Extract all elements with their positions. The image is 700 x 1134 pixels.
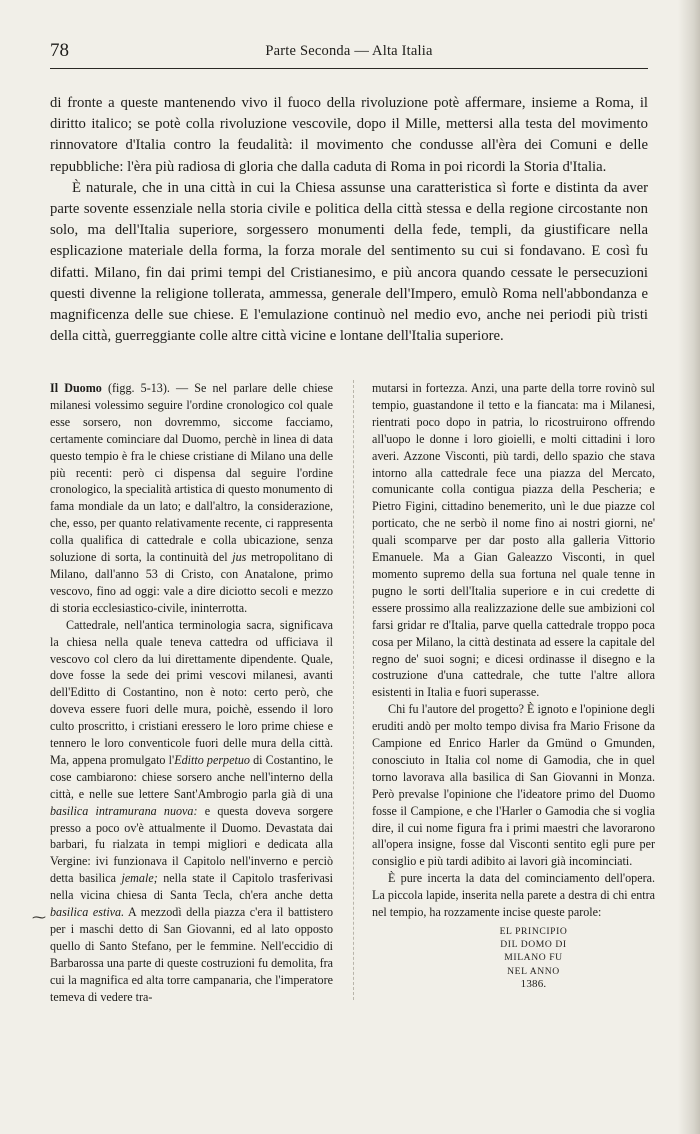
autore-paragraph: Chi fu l'autore del progetto? È ignoto e l'opinione degli eruditi andò per molto tempo divisa fra Mario Frisone da Campione ed Enrico Harler da Gmünd o Gmunden, conosciuto in Italia col nome di Gamodia, che in quel torno lavorava alla basilica di San Giovanni in Monza. Però prevalse l'opinione che l'ideatore primo del Duomo fosse il Campione, e che l'Harler o Gamodia che si voglia dire, il cui nome figura fra i primi maestri che lavorarono all'opera insigne, fosse dal Visconti sentito egli pure per consiglio e più tardi adibito ai lavori già incominciati. bbox=[372, 702, 655, 869]
cattedrale-text-d: nella state il Capitolo trasferivasi nella vicina chiesa di Santa Tecla, ch'era anche detta bbox=[50, 871, 333, 903]
inscription bbox=[372, 925, 655, 991]
running-head: Parte Seconda — Alta Italia bbox=[265, 43, 433, 59]
page-number: 78 bbox=[50, 40, 69, 61]
cattedrale-paragraph bbox=[50, 617, 333, 1006]
right-column bbox=[372, 380, 655, 991]
cattedrale-text-e: A mezzodì della piazza c'era il battistero per i maschi detto di San Giovanni, ed al lato opposto quello di Santo Stefano, per le femmine. Nell'eccidio di Barbarossa una parte di queste costruzioni fu demolita, fra cui la magnifica ed alta torre campanaria, che l'imperatore temeva di vedere tra- bbox=[50, 905, 333, 1004]
left-column bbox=[50, 380, 333, 1006]
italic-basilica-estiva: basilica estiva. bbox=[50, 905, 125, 920]
data-paragraph: È pure incerta la data del cominciamento dell'opera. La piccola lapide, inserita nella parete a destra di chi entra nel tempio, ha rozzamente incise queste parole: bbox=[372, 871, 655, 920]
inscription-line: MILANO FU bbox=[504, 952, 563, 964]
duomo-text: (figg. 5-13). — Se nel parlare delle chiese milanesi volessimo seguire l'ordine cronologico col quale esse sorsero, non dovremmo, siccome facciamo, certamente cominciare dal Duomo, perchè in linea di data questo tempio è fra le chiese cristiane di Milano una delle più recenti: però ci dispensa dal seguire l'ordine cronologico, la specialità artistica di questo monumento di fama mondiale da un lato; e dall'altro, la considerazione, che, esso, per quanto relativamente recente, ci rappresenta colla qualifica di cattedrale e colla ubicazione, senza soluzione di sorta, la continuità del bbox=[50, 381, 334, 565]
cattedrale-text-a: Cattedrale, nell'antica terminologia sacra, significava la chiesa nella quale teneva cattedra od ufficiava il vescovo col clero da lui direttamente dipendente. Quale, dove fosse la sede dei primi vescovi milanesi, avanti dell'Editto di Costantino, non è noto: certo però, che doveva essere fuori delle mura, poichè, essendo il loro culto proscritto, i cristiani eressero le loro prime chiese e tennero le loro conventicole fuori delle mura della città. Ma, appena promulgato l' bbox=[50, 617, 333, 767]
inscription-line: NEL ANNO bbox=[507, 965, 560, 977]
column-divider bbox=[353, 380, 354, 1000]
page-header bbox=[50, 38, 648, 69]
duomo-paragraph-1 bbox=[50, 380, 333, 617]
inscription-year: 1386. bbox=[520, 977, 547, 990]
intro-paragraph-2: È naturale, che in una città in cui la Chiesa assunse una caratteristica sì forte e distinta da aver parte sovente essenziale nella storia civile e politica della città stessa e della regione circostante non solo, ma dell'Italia superiore, sorgessero monumenti della fede, templi, da giustificare nella esplicazione materiale della forma, la forza morale del sentimento su cui si fondavano. E così fu difatti. Milano, fin dai primi tempi del Cristianesimo, e più ancora quando cessate le persecuzioni questi divenne la religione tollerata, ammessa, generale dell'Impero, emulò Roma nell'abbondanza e magnificenza delle sue chiese. E l'emulazione continuò nel medio evo, anche nei periodi più tristi della città, guerreggiante colle altre città vicine e lontane dell'Italia superiore. bbox=[50, 179, 648, 345]
page-edge-shadow bbox=[678, 0, 700, 1134]
italic-jemale: jemale; bbox=[121, 871, 158, 886]
italic-basilica-intramurana: basilica intramurana nuova: bbox=[50, 803, 198, 818]
cattedrale-text-b: di Costantino, le cose cambiarono: chiese sorsero anche nell'interno della città, e nelle sue lettere Sant'Ambrogio parla già di una bbox=[50, 752, 334, 801]
italic-jus: jus bbox=[232, 550, 247, 565]
inscription-line: EL PRINCIPIO bbox=[499, 926, 568, 937]
section-lead-duomo: Il Duomo bbox=[50, 381, 102, 395]
inscription-line: DIL DOMO DI bbox=[500, 939, 567, 951]
duomo-text-rest: metropolitano di Milano, dall'anno 53 di Cristo, con Anatalone, primo vescovo, fino ad oggi: vale a dire diciotto secoli e mezzo di storia ecclesiastico-civile, ininterrotta. bbox=[50, 550, 333, 615]
intro-paragraph-1: di fronte a queste mantenendo vivo il fuoco della rivoluzione potè affermare, insieme a Roma, il diritto italico; se potè colla rivoluzione vescovile, dopo il Mille, mettersi alla testa del movimento rinnovatore d'Italia contro la feudalità: il movimento che condusse all'èra dei Comuni e delle repubbliche: l'èra più radiosa di gloria che dalla caduta di Roma in poi ricordi la Storia d'Italia. bbox=[50, 95, 648, 175]
margin-mark: ⁓ bbox=[32, 911, 46, 926]
torre-paragraph: mutarsi in fortezza. Anzi, una parte della torre rovinò sul tempio, guastandone il tetto e la fiancata: ma i Milanesi, rientrati poco dopo in patria, lo ricostruirono offrendo all'uopo le donne i loro gioielli, e molti cittadini i loro averi. Azzone Visconti, più tardi, dello spazio che stava intorno alla cattedrale fece una piazza del Mercato, comunicante colla contigua piazza della Pescheria; e Pietro Figini, cittadino benemerito, unì le due piazze col porticato, che ne serbò il nome fino ai nostri giorni, ne' quali scomparve per dar posto alla galleria Vittorio Emanuele. Ma a Gian Galeazzo Visconti, in quel momento supremo della sua fortuna nel quale tenne in pugno le sorti dell'Italia superiore e in cui credette di essere prossimo alla realizzazione delle sue ambizioni col farsi gridar re d'Italia, parve quella cattedrale troppo poca cosa per Milano, la città destinata ad essere la capitale del regno de' suoi sogni; e dicesi ordinasse il disegno e la costruzione d'una cattedrale, che tutte l'altre allora esistenti in Italia e fuori superasse. bbox=[372, 381, 655, 700]
cattedrale-text-c: e questa doveva sorgere presso a poco ov'è attualmente il Duomo. Devastata dai barbari, fu rialzata in tempi migliori e dedicata alla Vergine: ivi funzionava il Capitolo nell'inverno e perciò detta basilica bbox=[50, 803, 333, 886]
italic-editto: Editto perpetuo bbox=[174, 752, 250, 767]
intro-text bbox=[50, 93, 648, 347]
